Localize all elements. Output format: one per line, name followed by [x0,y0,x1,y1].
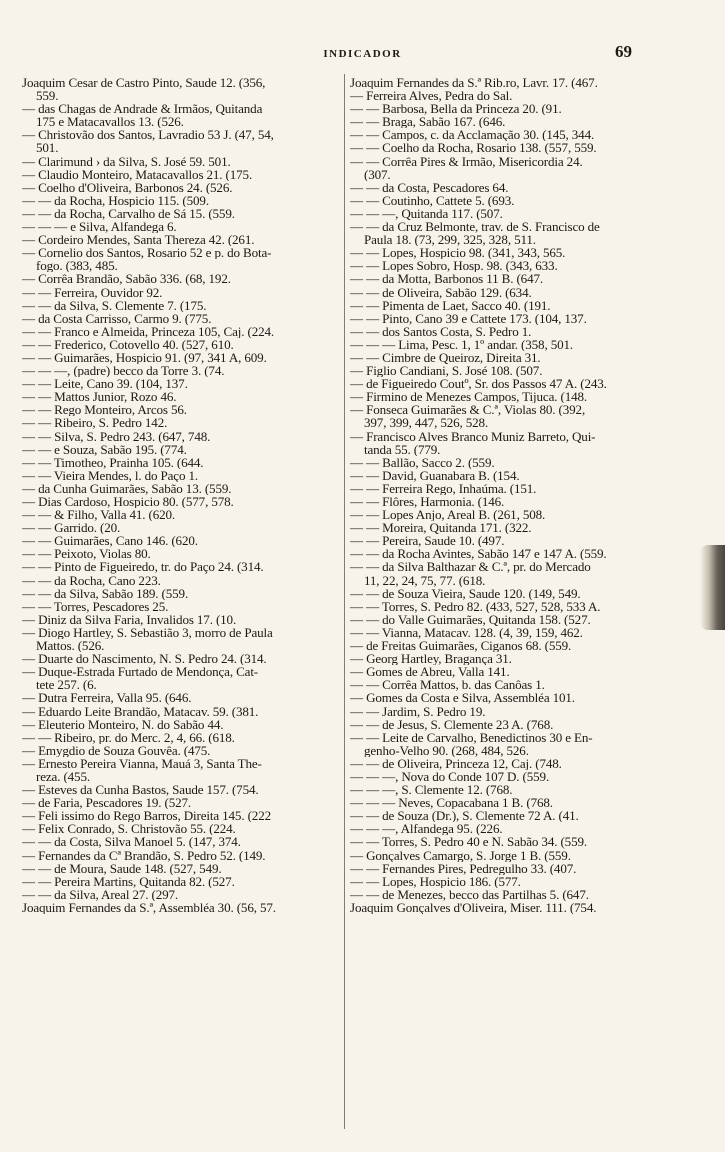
directory-entry-line: — — Flôres, Harmonia. (146. [350,495,505,509]
directory-entry-line: — Ernesto Pereira Vianna, Mauá 3, Santa The- [22,756,262,770]
directory-entry-line: — — Mattos Junior, Rozo 46. [22,390,177,404]
directory-entry-line: — Diogo Hartley, S. Sebastião 3, morro de Paula [22,625,273,640]
directory-entry-line: — — Leite, Cano 39. (104, 137. [22,377,188,391]
directory-entry-line: — — Torres, S. Pedro 40 e N. Sabão 34. (559. [350,835,587,849]
directory-entry-line: — — Garrido. (20. [22,521,121,535]
directory-entry-line: — — Torres, Pescadores 25. [22,599,169,613]
directory-entry-line: — — Barbosa, Bella da Princeza 20. (91. [350,102,562,116]
directory-entry-line: 559. [36,89,59,103]
directory-entry-line: — — da Silva Balthazar & C.ª, pr. do Mercado [350,560,591,574]
directory-entry-line: — Eleuterio Monteiro, N. do Sabão 44. [22,717,224,731]
directory-entry-line: — — David, Guanabara B. (154. [350,468,520,482]
directory-entry-line: tanda 55. (779. [364,442,441,456]
directory-entry-line: — — —, Quitanda 117. (507. [350,206,503,221]
directory-entry-line: — Feli issimo do Rego Barros, Direita 145. (222 [22,809,271,823]
directory-entry-line: — — Pinto, Cano 39 e Cattete 173. (104, 137. [350,311,587,325]
directory-entry-line: — — de Souza (Dr.), S. Clemente 72 A. (41. [350,809,579,823]
directory-entry-line: — Claudio Monteiro, Matacavallos 21. (175. [22,167,253,181]
directory-entry-line: — — da Cruz Belmonte, trav. de S. Francisco de [350,220,600,234]
directory-entry-line: — — Coutinho, Cattete 5. (693. [350,193,515,207]
directory-entry-line: — Corrêa Brandão, Sabão 336. (68, 192. [22,272,231,286]
directory-entry-line: — Firmino de Menezes Campos, Tijuca. (148. [350,390,588,404]
directory-entry-line: — Gomes de Abreu, Valla 141. [350,665,510,679]
directory-entry-line: — — Frederico, Cotovello 40. (527, 610. [22,337,234,351]
directory-entry-line: — Duarte do Nascimento, N. S. Pedro 24. (314. [22,652,267,666]
directory-entry-line: — — de Souza Vieira, Saude 120. (149, 549. [350,586,581,600]
directory-entry-line: — — da Costa, Pescadores 64. [350,180,509,194]
page-number: 69 [615,42,632,61]
directory-entry-line: — Dias Cardoso, Hospicio 80. (577, 578. [22,495,234,509]
directory-entry-line: — — Leite de Carvalho, Benedictinos 30 e En- [350,730,593,744]
directory-entry-line: — — Corrêa Pires & Irmão, Misericordia 24. [350,154,583,168]
left-column [22,76,342,914]
directory-entry-line: — — Lopes, Hospicio 98. (341, 343, 565. [350,246,566,260]
directory-entry-line: — — de Jesus, S. Clemente 23 A. (768. [350,717,554,731]
directory-entry-line: — — Campos, c. da Acclamação 30. (145, 344. [350,128,595,142]
directory-entry-line: Joaquim Cesar de Castro Pinto, Saude 12. (356, [22,76,266,90]
directory-entry-line: — — dos Santos Costa, S. Pedro 1. [350,324,532,338]
directory-entry-line: — Clarimund › da Silva, S. José 59. 501. [22,154,231,168]
directory-entry-line: — — Ribeiro, S. Pedro 142. [22,416,168,430]
directory-entry-line: — da Costa Carrisso, Carmo 9. (775. [22,311,212,325]
directory-entry-line: — — Ballão, Sacco 2. (559. [350,455,495,469]
directory-entry-line: — — Ferreira Rego, Inhaúma. (151. [350,481,537,495]
directory-entry-line: — da Cunha Guimarães, Sabão 13. (559. [22,481,232,495]
directory-entry-line: tete 257. (6. [36,678,97,692]
column-divider [344,74,345,1129]
directory-entry-line: 11, 22, 24, 75, 77. (618. [364,573,486,587]
directory-entry-line: — Georg Hartley, Bragança 31. [350,652,512,666]
directory-entry-line: — de Figueiredo Coutº, Sr. dos Passos 47 A. (243. [350,377,607,391]
directory-entry-line: Joaquim Gonçalves d'Oliveira, Miser. 111. (754. [350,900,597,914]
directory-entry-line: — — Vianna, Matacav. 128. (4, 39, 159, 462. [350,625,583,640]
directory-entry-line: 501. [36,141,59,155]
directory-entry-line: — Christovão dos Santos, Lavradio 53 J. (47, 54, [22,128,274,142]
directory-entry-line: — — Guimarães, Cano 146. (620. [22,534,198,548]
directory-entry-line: — — da Silva, Sabão 189. (559. [22,586,189,600]
directory-entry-line: — — — Neves, Copacabana 1 B. (768. [350,796,553,810]
directory-entry-line: — — e Souza, Sabão 195. (774. [22,442,187,456]
directory-entry-line: — de Freitas Guimarães, Ciganos 68. (559. [350,639,572,653]
directory-entry-line: — — —, Nova do Conde 107 D. (559. [350,769,550,784]
directory-entry-line: — — —, (padre) becco da Torre 3. (74. [22,364,225,378]
directory-entry-line: — Emygdio de Souza Gouvêa. (475. [22,743,211,757]
directory-entry-line: — — Ferreira, Ouvidor 92. [22,285,163,299]
directory-entry-line: — — Pereira Martins, Quitanda 82. (527. [22,874,235,888]
directory-entry-line: — de Faria, Pescadores 19. (527. [22,796,192,810]
directory-entry-line: 175 e Matacavallos 13. (526. [36,115,184,129]
directory-entry-line: genho-Velho 90. (268, 484, 526. [364,743,529,757]
running-header-title: INDICADOR [323,48,402,60]
directory-entry-line: — — da Rocha, Cano 223. [22,573,161,587]
directory-entry-line: — — de Oliveira, Princeza 12, Caj. (748. [350,756,562,770]
directory-entry-line: Mattos. (526. [36,639,105,653]
directory-entry-line: — — Guimarães, Hospicio 91. (97, 341 A, 609. [22,350,267,365]
directory-entry-line: — — Lopes, Hospicio 186. (577. [350,874,521,888]
directory-entry-line: — — Lopes Sobro, Hosp. 98. (343, 633. [350,259,558,273]
directory-entry-line: — — Coelho da Rocha, Rosario 138. (557, 559. [350,141,597,155]
directory-entry-line: — — de Oliveira, Sabão 129. (634. [350,285,532,299]
directory-entry-line: — — & Filho, Valla 41. (620. [22,508,176,522]
directory-entry-line: — — Franco e Almeida, Princeza 105, Caj. (224. [22,324,275,338]
directory-entry-line: — — Rego Monteiro, Arcos 56. [22,403,187,417]
directory-entry-line: — — Pinto de Figueiredo, tr. do Paço 24. (314. [22,560,264,574]
directory-entry-line: — — Lopes Anjo, Areal B. (261, 508. [350,508,546,522]
directory-entry-line: — — Corrêa Mattos, b. das Canôas 1. [350,678,545,692]
directory-entry-line: — Fernandes da Cª Brandão, S. Pedro 52. (149. [22,848,266,862]
directory-entry-line: — — —, Alfandega 95. (226. [350,822,503,836]
directory-entry-line: — — do Valle Guimarães, Quitanda 158. (527. [350,612,591,626]
directory-entry-line: — — Fernandes Pires, Pedregulho 33. (407. [350,861,577,875]
directory-entry-line: — — da Costa, Silva Manoel 5. (147, 374. [22,835,241,849]
directory-entry-line: Joaquim Fernandes da S.ª, Assembléa 30. (56, 57. [22,900,276,914]
directory-entry-line: — — Jardim, S. Pedro 19. [350,704,486,718]
directory-entry-line: — Felix Conrado, S. Christovão 55. (224. [22,822,236,836]
directory-entry-line: — Eduardo Leite Brandão, Matacav. 59. (381. [22,704,259,718]
directory-entry-line: — — Vieira Mendes, l. do Paço 1. [22,468,198,482]
directory-entry-line: — das Chagas de Andrade & Irmãos, Quitanda [22,102,263,116]
directory-entry-line: — Cornelio dos Santos, Rosario 52 e p. do Bota- [22,246,272,260]
directory-entry-line: — — — Lima, Pesc. 1, 1º andar. (358, 501. [350,337,574,351]
directory-entry-line: — — da Rocha, Hospicio 115. (509. [22,193,209,207]
directory-entry-line: — — de Moura, Saude 148. (527, 549. [22,861,222,875]
directory-entry-line: — Fonseca Guimarães & C.ª, Violas 80. (392, [350,403,586,417]
directory-entry-line: — Esteves da Cunha Bastos, Saude 157. (754. [22,783,259,797]
page-edge-binding-mark [700,545,725,630]
directory-entry-line: — — da Rocha Avintes, Sabão 147 e 147 A. (559. [350,547,607,561]
directory-entry-line: — — da Silva, Areal 27. (297. [22,887,179,901]
directory-entry-line: — — Torres, S. Pedro 82. (433, 527, 528, 533 A. [350,599,601,613]
directory-entry-line: — — Pimenta de Laet, Sacco 40. (191. [350,298,551,312]
directory-entry-line: — Figlio Candiani, S. José 108. (507. [350,364,543,378]
directory-entry-line: — — Silva, S. Pedro 243. (647, 748. [22,429,211,443]
directory-entry-line: Joaquim Fernandes da S.ª Rib.ro, Lavr. 17. (467. [350,76,598,90]
directory-entry-line: — Gonçalves Camargo, S. Jorge 1 B. (559. [350,848,571,862]
directory-entry-line: reza. (455. [36,769,90,784]
directory-entry-line: — Duque-Estrada Furtado de Mendonça, Cat- [22,665,259,679]
directory-entry-line: (307. [364,167,391,181]
directory-entry-line: — — Peixoto, Violas 80. [22,547,151,561]
directory-entry-line: — — da Rocha, Carvalho de Sá 15. (559. [22,206,235,221]
directory-entry-line: — Coelho d'Oliveira, Barbonos 24. (526. [22,180,233,194]
directory-entry-line: — — Braga, Sabão 167. (646. [350,115,506,129]
directory-entry-line: — Diniz da Silva Faria, Invalidos 17. (10. [22,612,237,626]
directory-entry-line: fogo. (383, 485. [36,259,118,273]
directory-entry-line: — — da Silva, S. Clemente 7. (175. [22,298,207,312]
directory-entry-line: — Gomes da Costa e Silva, Assembléa 101. [350,691,575,705]
directory-entry-line: — — Timotheo, Prainha 105. (644. [22,455,204,469]
directory-entry-line: — Cordeiro Mendes, Santa Thereza 42. (261. [22,233,255,247]
directory-entry-line: — — —, S. Clemente 12. (768. [350,783,513,797]
directory-entry-line: — Francisco Alves Branco Muniz Barreto, Qui- [350,429,596,443]
right-column [350,76,668,914]
directory-entry-line: — — Moreira, Quitanda 171. (322. [350,521,532,535]
directory-entry-line: — — Ribeiro, pr. do Merc. 2, 4, 66. (618. [22,730,235,744]
directory-entry-line: — — Pereira, Saude 10. (497. [350,534,505,548]
directory-entry-line: — — Cimbre de Queiroz, Direita 31. [350,350,541,365]
directory-entry-line: Paula 18. (73, 299, 325, 328, 511. [364,233,536,247]
directory-entry-line: — Dutra Ferreira, Valla 95. (646. [22,691,192,705]
directory-entry-line: — — de Menezes, becco das Partilhas 5. (647. [350,887,589,901]
directory-entry-line: — — — e Silva, Alfandega 6. [22,220,177,234]
directory-entry-line: — — da Motta, Barbonos 11 B. (647. [350,272,543,286]
directory-entry-line: — Ferreira Alves, Pedra do Sal. [350,89,513,103]
directory-entry-line: 397, 399, 447, 526, 528. [364,416,489,430]
